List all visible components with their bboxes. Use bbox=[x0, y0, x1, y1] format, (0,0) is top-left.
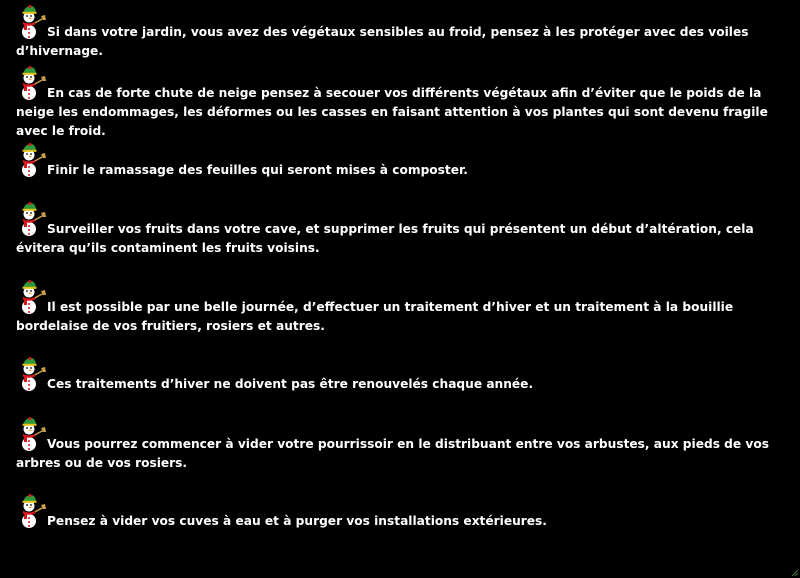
snowman-icon bbox=[16, 202, 46, 237]
snowman-icon bbox=[16, 280, 46, 315]
tip-item bbox=[16, 494, 790, 531]
tip-text: Vous pourrez commencer à vider votre pourrissoir en le distribuant entre vos arbustes, aux pieds de vos arbres ou de vos rosiers. bbox=[16, 437, 769, 470]
tip-item bbox=[16, 202, 790, 258]
snowman-icon bbox=[16, 417, 46, 452]
tip-text: Ces traitements d’hiver ne doivent pas être renouvelés chaque année. bbox=[47, 377, 534, 391]
snowman-icon bbox=[16, 5, 46, 40]
snowman-icon bbox=[16, 66, 46, 101]
tip-item bbox=[16, 5, 790, 61]
tip-item bbox=[16, 280, 790, 336]
tip-text: Il est possible par une belle journée, d’effectuer un traitement d’hiver et un traitement à la bouillie bordelaise de vos fruitiers, rosiers et autres. bbox=[16, 300, 734, 333]
tip-item bbox=[16, 66, 790, 141]
tip-item bbox=[16, 143, 790, 180]
snowman-icon bbox=[16, 143, 46, 178]
tip-text: En cas de forte chute de neige pensez à secouer vos différents végétaux afin d’éviter que le poids de la neige les endommages, les déformes ou les casses en faisant attention à vos plantes qui sont devenu fragile avec le froid. bbox=[16, 86, 768, 138]
snowman-icon bbox=[16, 357, 46, 392]
resize-grip-icon bbox=[791, 569, 799, 577]
tip-item bbox=[16, 417, 790, 473]
tip-text: Finir le ramassage des feuilles qui seront mises à composter. bbox=[47, 163, 468, 177]
snowman-icon bbox=[16, 494, 46, 529]
tip-text: Si dans votre jardin, vous avez des végétaux sensibles au froid, pensez à les protéger avec des voiles d’hivernage. bbox=[16, 25, 749, 58]
tip-item bbox=[16, 357, 790, 394]
tip-text: Surveiller vos fruits dans votre cave, et supprimer les fruits qui présentent un début d’altération, cela évitera qu’ils contaminent les fruits voisins. bbox=[16, 222, 754, 255]
tip-text: Pensez à vider vos cuves à eau et à purger vos installations extérieures. bbox=[47, 514, 547, 528]
